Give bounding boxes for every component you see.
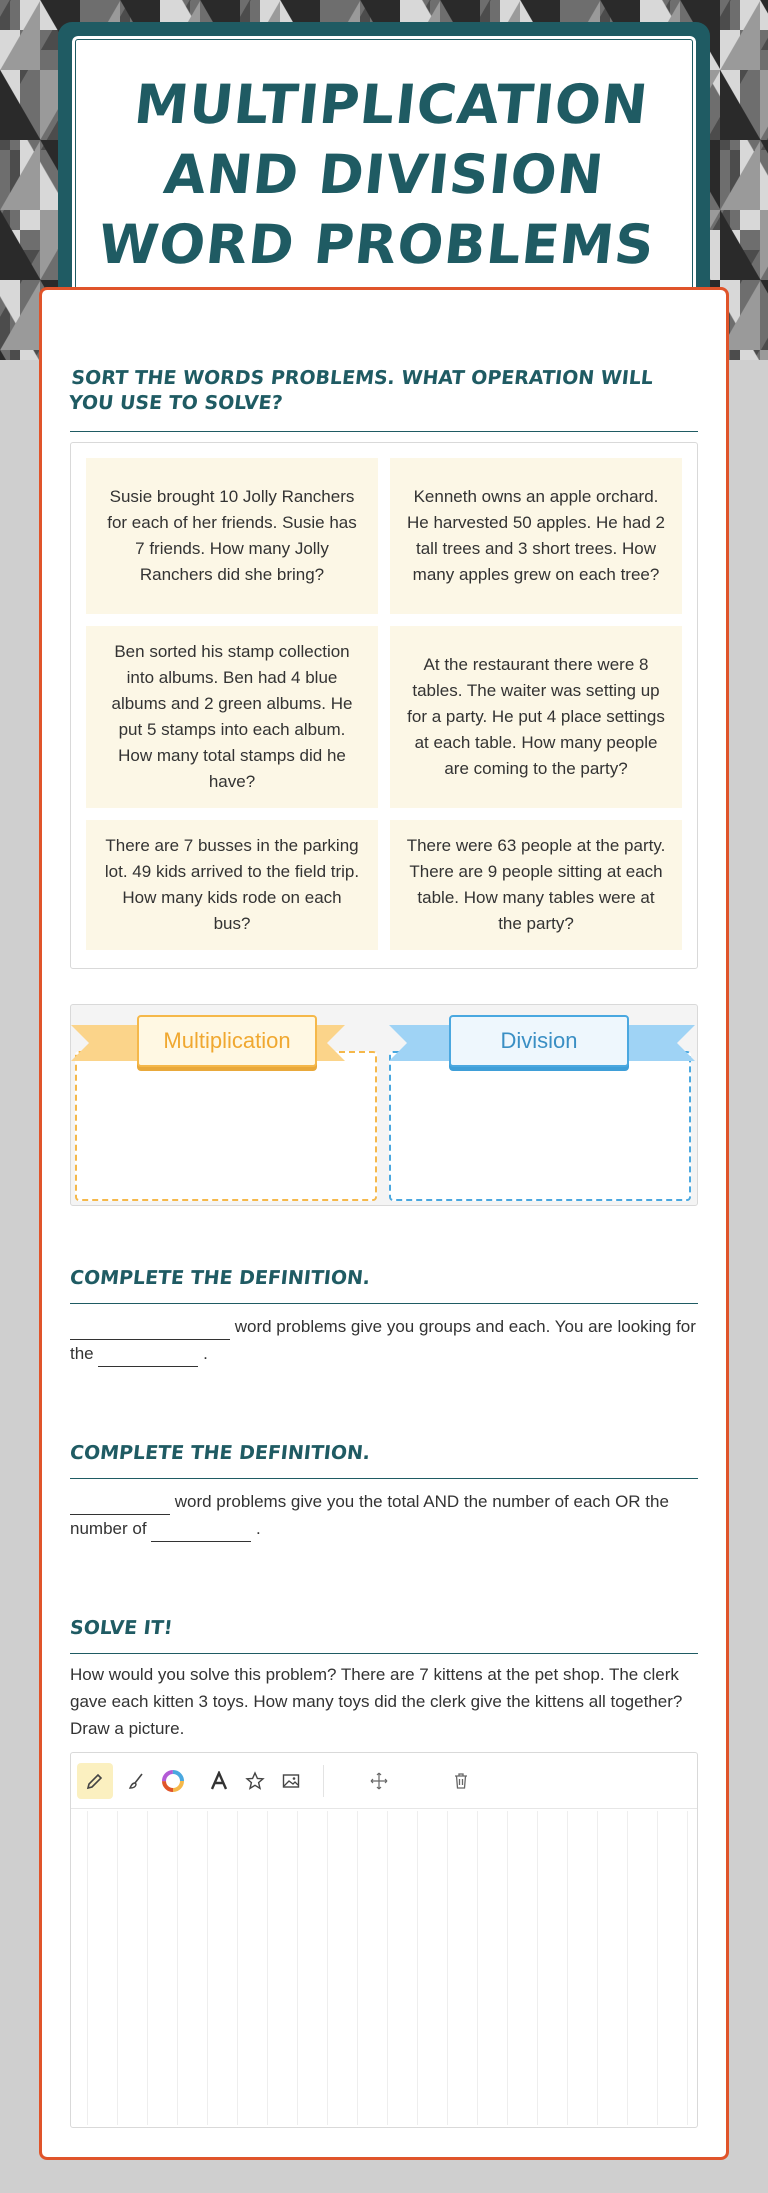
word-problem-card[interactable]: Kenneth owns an apple orchard. He harvested 50 apples. He had 2 tall trees and 3 short trees. How many apples grew on each tree?	[390, 458, 682, 614]
color-wheel-icon[interactable]	[155, 1763, 191, 1799]
definition-2-title: COMPLETE THE DEFINITION.	[68, 1442, 372, 1464]
trash-icon[interactable]	[443, 1763, 479, 1799]
section-divider	[70, 1478, 698, 1479]
definition-1-title: COMPLETE THE DEFINITION.	[68, 1267, 372, 1289]
multiplication-bucket[interactable]	[75, 1051, 377, 1201]
drawing-area	[70, 1752, 698, 2128]
section-divider	[70, 1653, 698, 1654]
sort-cards-area	[70, 442, 698, 969]
image-icon[interactable]	[273, 1763, 309, 1799]
definition-1-blank-2[interactable]	[98, 1349, 198, 1367]
word-problem-card[interactable]: There were 63 people at the party. There are 9 people sitting at each table. How many tables were at the party?	[390, 820, 682, 950]
pencil-icon[interactable]	[77, 1763, 113, 1799]
brush-icon[interactable]	[119, 1763, 155, 1799]
toolbar-divider	[323, 1765, 324, 1797]
ribbon-wing-right	[625, 1025, 695, 1061]
solve-prompt: How would you solve this problem? There are 7 kittens at the pet shop. The clerk gave each kitten 3 toys. How many toys did the clerk give the kittens all together? Draw a picture.	[70, 1665, 683, 1738]
text-icon[interactable]	[201, 1763, 237, 1799]
solve-title: SOLVE IT!	[68, 1617, 174, 1639]
sort-section-title: SORT THE WORDS PROBLEMS. WHAT OPERATION WILL YOU USE TO SOLVE?	[67, 367, 655, 414]
definition-1-text: word problems give you groups and each. You are looking for the .	[70, 1313, 698, 1367]
definition-1-blank-1[interactable]	[70, 1322, 230, 1340]
word-problem-card[interactable]: At the restaurant there were 8 tables. The waiter was setting up for a party. He put 4 place settings at each table. How many people are coming to the party?	[390, 626, 682, 808]
section-divider	[70, 1303, 698, 1304]
drawing-canvas[interactable]	[73, 1811, 695, 2125]
sort-buckets	[70, 1004, 698, 1206]
definition-2-blank-1[interactable]	[70, 1497, 170, 1515]
worksheet-title: MULTIPLICATION AND DIVISION WORD PROBLEMS	[95, 73, 658, 276]
definition-2-text: word problems give you the total AND the number of each OR the number of .	[70, 1488, 698, 1542]
word-problem-card[interactable]: Susie brought 10 Jolly Ranchers for each of her friends. Susie has 7 friends. How many Jolly Ranchers did she bring?	[86, 458, 378, 614]
section-divider	[70, 431, 698, 432]
multiplication-label: Multiplication	[137, 1015, 317, 1067]
division-label: Division	[449, 1015, 629, 1067]
move-icon[interactable]	[361, 1763, 397, 1799]
word-problem-card[interactable]: Ben sorted his stamp collection into albums. Ben had 4 blue albums and 2 green albums. He put 5 stamps into each album. How many total stamps did he have?	[86, 626, 378, 808]
drawing-toolbar	[71, 1753, 697, 1809]
definition-2-blank-2[interactable]	[151, 1524, 251, 1542]
ribbon-wing-left	[71, 1025, 141, 1061]
star-icon[interactable]	[237, 1763, 273, 1799]
word-problem-card[interactable]: There are 7 busses in the parking lot. 49 kids arrived to the field trip. How many kids rode on each bus?	[86, 820, 378, 950]
division-bucket[interactable]	[389, 1051, 691, 1201]
